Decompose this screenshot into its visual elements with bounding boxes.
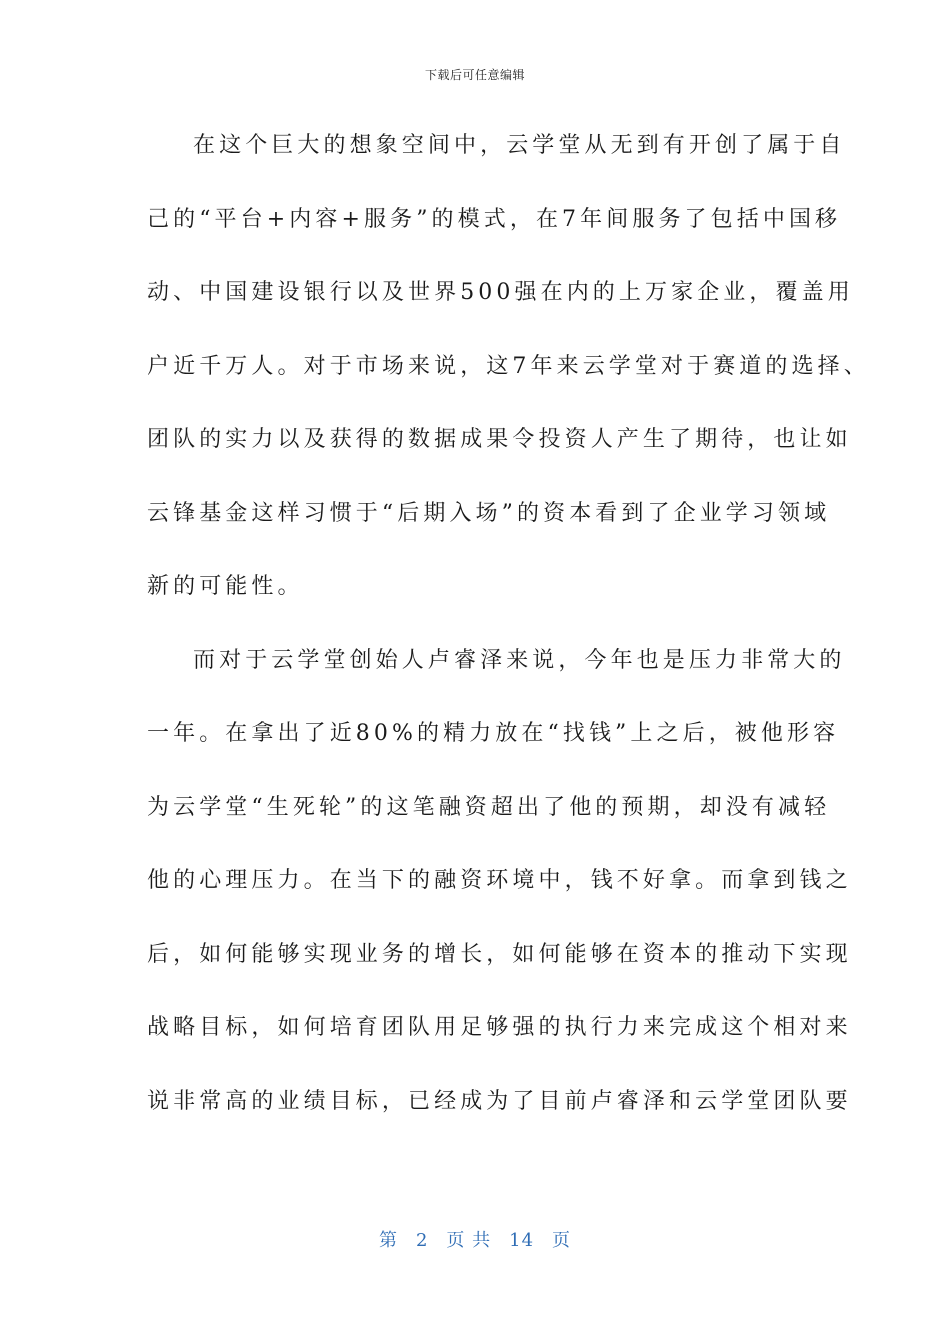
paragraph-line: 团队的实力以及获得的数据成果令投资人产生了期待，也让如 xyxy=(147,427,852,452)
paragraph-line: 后，如何能够实现业务的增长，如何能够在资本的推动下实现 xyxy=(147,941,852,967)
paragraph-line: 他的心理压力。在当下的融资环境中，钱不好拿。而拿到钱之 xyxy=(147,868,852,893)
footer-middle: 页 共 xyxy=(446,1230,492,1251)
paragraph-line: 云锋基金这样习惯于“后期入场”的资本看到了企业学习领域 xyxy=(147,500,831,526)
paragraph-line: 新的可能性。 xyxy=(147,574,304,599)
paragraph-line: 一年。在拿出了近80%的精力放在“找钱”上之后，被他形容 xyxy=(147,721,840,746)
paragraph-line: 动、中国建设银行以及世界500强在内的上万家企业，覆盖用 xyxy=(147,280,854,305)
paragraph-line: 而对于云学堂创始人卢睿泽来说，今年也是压力非常大的 xyxy=(193,647,846,673)
total-pages-number: 14 xyxy=(509,1230,535,1251)
current-page-number: 2 xyxy=(415,1230,429,1251)
footer-suffix: 页 xyxy=(552,1230,572,1251)
page-header-note: 下载后可任意编辑 xyxy=(424,68,525,82)
paragraph-line: 说非常高的业绩目标，已经成为了目前卢睿泽和云学堂团队要 xyxy=(147,1088,852,1114)
paragraph-line: 户近千万人。对于市场来说，这7年来云学堂对于赛道的选择、 xyxy=(147,353,870,379)
footer-prefix: 第 xyxy=(378,1230,398,1251)
page-footer xyxy=(0,1226,950,1252)
paragraph-line: 己的“平台+内容+服务”的模式，在7年间服务了包括中国移 xyxy=(147,206,842,232)
document-body xyxy=(147,126,870,1155)
paragraph-line: 在这个巨大的想象空间中，云学堂从无到有开创了属于自 xyxy=(193,133,846,158)
paragraph-line: 战略目标，如何培育团队用足够强的执行力来完成这个相对来 xyxy=(147,1015,852,1040)
paragraph-line: 为云学堂“生死轮”的这笔融资超出了他的预期，却没有减轻 xyxy=(147,794,831,820)
